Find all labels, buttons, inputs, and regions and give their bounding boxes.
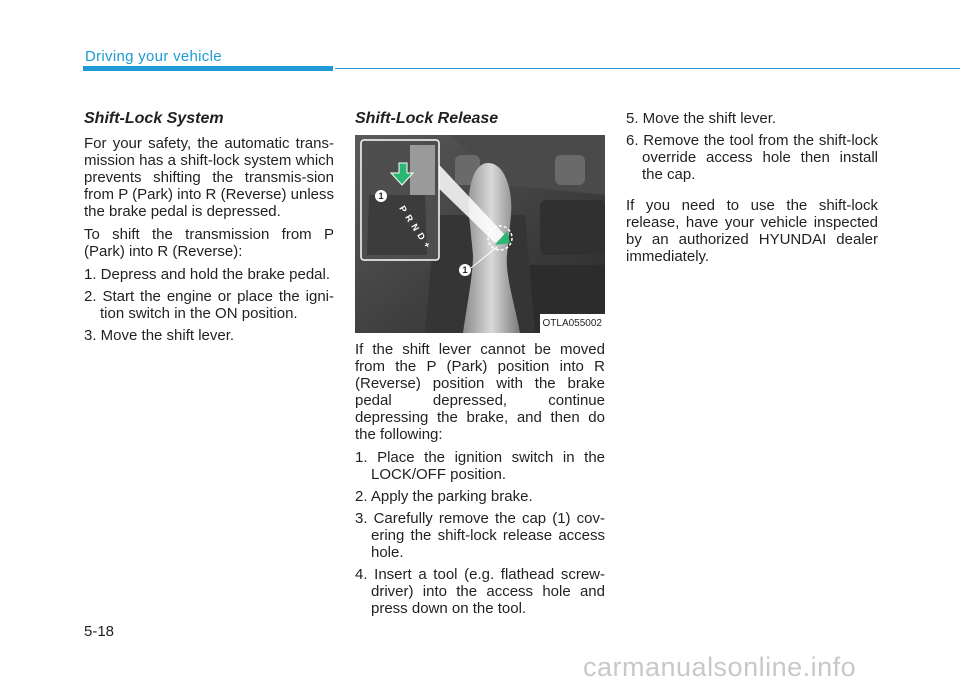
lead-paragraph: To shift the transmission from P (Park) into R (Reverse): bbox=[84, 226, 334, 260]
column-shift-lock-release bbox=[355, 110, 605, 622]
release-step-6: 6. Remove the tool from the shift-lock override access hole then install the cap. bbox=[626, 132, 878, 183]
shift-lever-figure bbox=[355, 135, 605, 333]
step-3: 3. Move the shift lever. bbox=[84, 327, 235, 344]
svg-text:+: + bbox=[421, 240, 433, 250]
header-rule-thick bbox=[83, 66, 333, 71]
release-intro-paragraph: If the shift lever cannot be moved from the P (Park) position into R (Reverse) position with the brake pedal depressed, continue depressing the brake, and then do the following: bbox=[355, 341, 605, 443]
step-2: 2. Start the engine or place the igni-tion switch in the ON position. bbox=[84, 288, 334, 322]
section-title: Driving your vehicle bbox=[85, 48, 222, 65]
release-step-4: 4. Insert a tool (e.g. flathead screw-driver) into the access hole and press down on the tool. bbox=[355, 566, 605, 617]
inset-callout-number: 1 bbox=[378, 191, 384, 201]
svg-text:R: R bbox=[403, 213, 416, 224]
svg-text:P: P bbox=[397, 204, 409, 215]
intro-paragraph: For your safety, the automatic trans-mission has a shift-lock system which prevents shifting the transmis-sion from P (Park) into R (Reverse) unless the brake pedal is depressed. bbox=[84, 135, 334, 220]
figure-code: OTLA055002 bbox=[540, 314, 606, 333]
release-step-1: 1. Place the ignition switch in the LOCK/OFF position. bbox=[355, 449, 605, 483]
svg-text:N: N bbox=[409, 222, 422, 233]
release-step-2: 2. Apply the parking brake. bbox=[355, 488, 533, 505]
column-shift-lock-system bbox=[84, 110, 334, 349]
heading-shift-lock-system: Shift-Lock System bbox=[84, 110, 224, 127]
watermark: carmanualsonline.info bbox=[583, 652, 857, 682]
step-1: 1. Depress and hold the brake pedal. bbox=[84, 266, 330, 283]
release-step-3: 3. Carefully remove the cap (1) cov-ering the shift-lock release access hole. bbox=[355, 510, 605, 561]
svg-text:D: D bbox=[415, 231, 428, 242]
heading-shift-lock-release: Shift-Lock Release bbox=[355, 110, 499, 127]
release-step-5: 5. Move the shift lever. bbox=[626, 110, 777, 127]
header-rule-thin bbox=[335, 68, 960, 69]
page-number: 5-18 bbox=[84, 623, 115, 640]
main-callout-number: 1 bbox=[462, 265, 468, 275]
shift-lever-illustration bbox=[355, 135, 605, 333]
dealer-note-paragraph: If you need to use the shift-lock release, have your vehicle inspected by an authorized HYUNDAI dealer immediately. bbox=[626, 197, 878, 265]
column-continued bbox=[626, 110, 878, 271]
